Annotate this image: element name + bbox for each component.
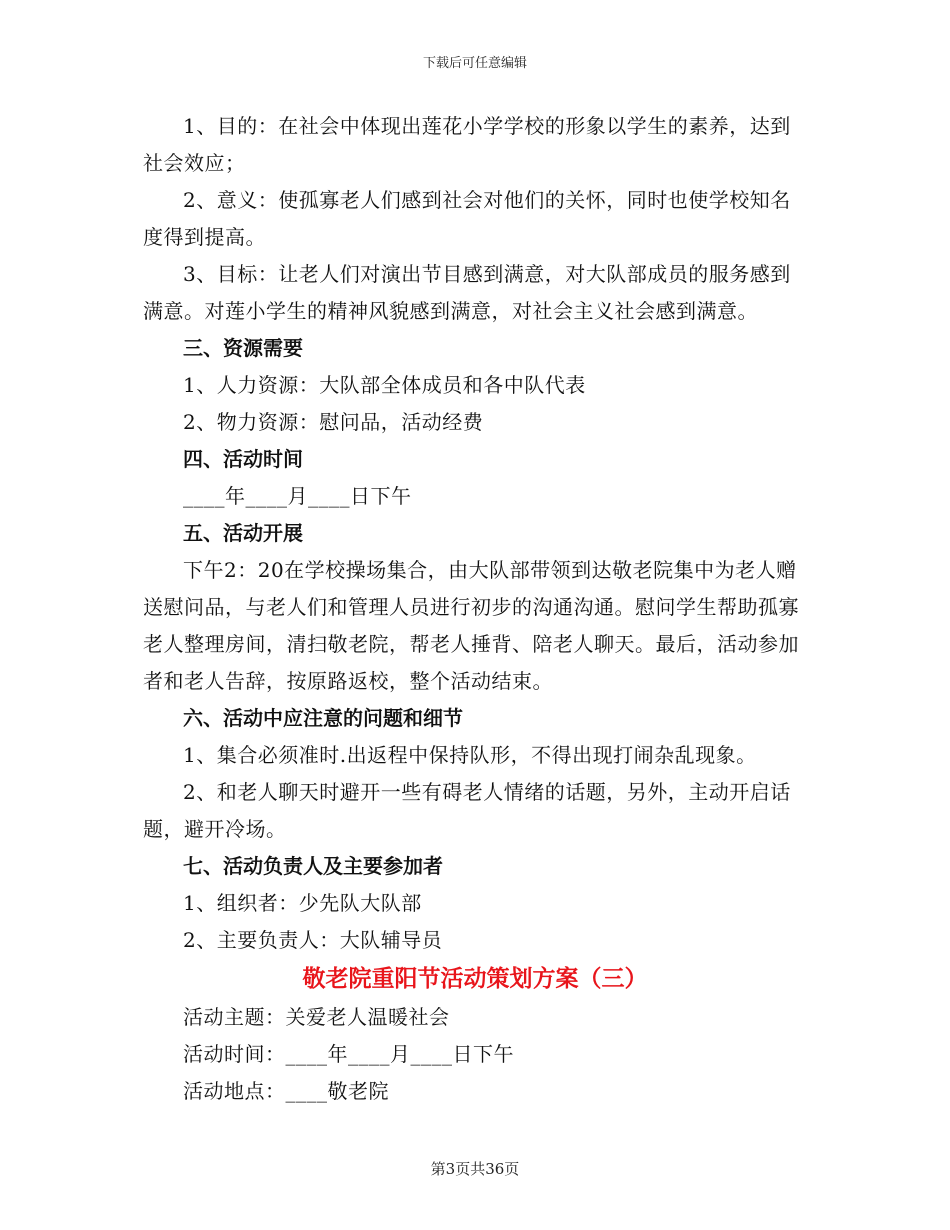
page-footer: 第3页共36页 bbox=[430, 1160, 520, 1178]
plan-title: 敬老院重阳节活动策划方案（三） bbox=[302, 965, 648, 992]
note-item-2: 2、和老人聊天时避开一些有碍老人情绪的话题，另外，主动开启话题，避开冷场。 bbox=[143, 780, 791, 841]
plan-location: 活动地点：____敬老院 bbox=[183, 1079, 389, 1103]
responsible-item-organizer: 1、组织者：少先队大队部 bbox=[183, 891, 422, 915]
section-heading-time: 四、活动时间 bbox=[183, 447, 303, 471]
plan-time: 活动时间：____年____月____日下午 bbox=[183, 1042, 514, 1066]
resource-item-human: 1、人力资源：大队部全体成员和各中队代表 bbox=[183, 373, 586, 397]
resource-item-material: 2、物力资源：慰问品，活动经费 bbox=[183, 410, 484, 434]
activity-description: 下午2：20在学校操场集合，由大队部带领到达敬老院集中为老人赠送慰问品，与老人们和管理人员进行初步的沟通沟通。慰问学生帮助孤寡老人整理房间，清扫敬老院，帮老人捶背、陪老人聊天。最后，活动参加者和老人告辞，按原路返校，整个活动结束。 bbox=[143, 558, 799, 693]
page-header: 下载后可任意编辑 bbox=[422, 56, 527, 71]
plan-theme: 活动主题：关爱老人温暖社会 bbox=[183, 1005, 450, 1029]
paragraph-significance: 2、意义：使孤寡老人们感到社会对他们的关怀，同时也使学校知名度得到提高。 bbox=[143, 188, 791, 249]
paragraph-goal: 3、目标：让老人们对演出节目感到满意，对大队部成员的服务感到满意。对莲小学生的精神风貌感到满意，对社会主义社会感到满意。 bbox=[143, 262, 791, 323]
page-content bbox=[143, 108, 807, 1110]
note-item-1: 1、集合必须准时.出返程中保持队形，不得出现打闹杂乱现象。 bbox=[183, 743, 757, 767]
section-heading-activity: 五、活动开展 bbox=[183, 521, 303, 545]
section-heading-resources: 三、资源需要 bbox=[183, 336, 303, 360]
section-heading-responsible: 七、活动负责人及主要参加者 bbox=[183, 854, 443, 878]
paragraph-purpose: 1、目的：在社会中体现出莲花小学学校的形象以学生的素养，达到社会效应； bbox=[143, 114, 791, 175]
activity-time-text: ____年____月____日下午 bbox=[183, 484, 412, 508]
responsible-item-leader: 2、主要负责人：大队辅导员 bbox=[183, 928, 443, 952]
section-heading-notes: 六、活动中应注意的问题和细节 bbox=[183, 706, 463, 730]
